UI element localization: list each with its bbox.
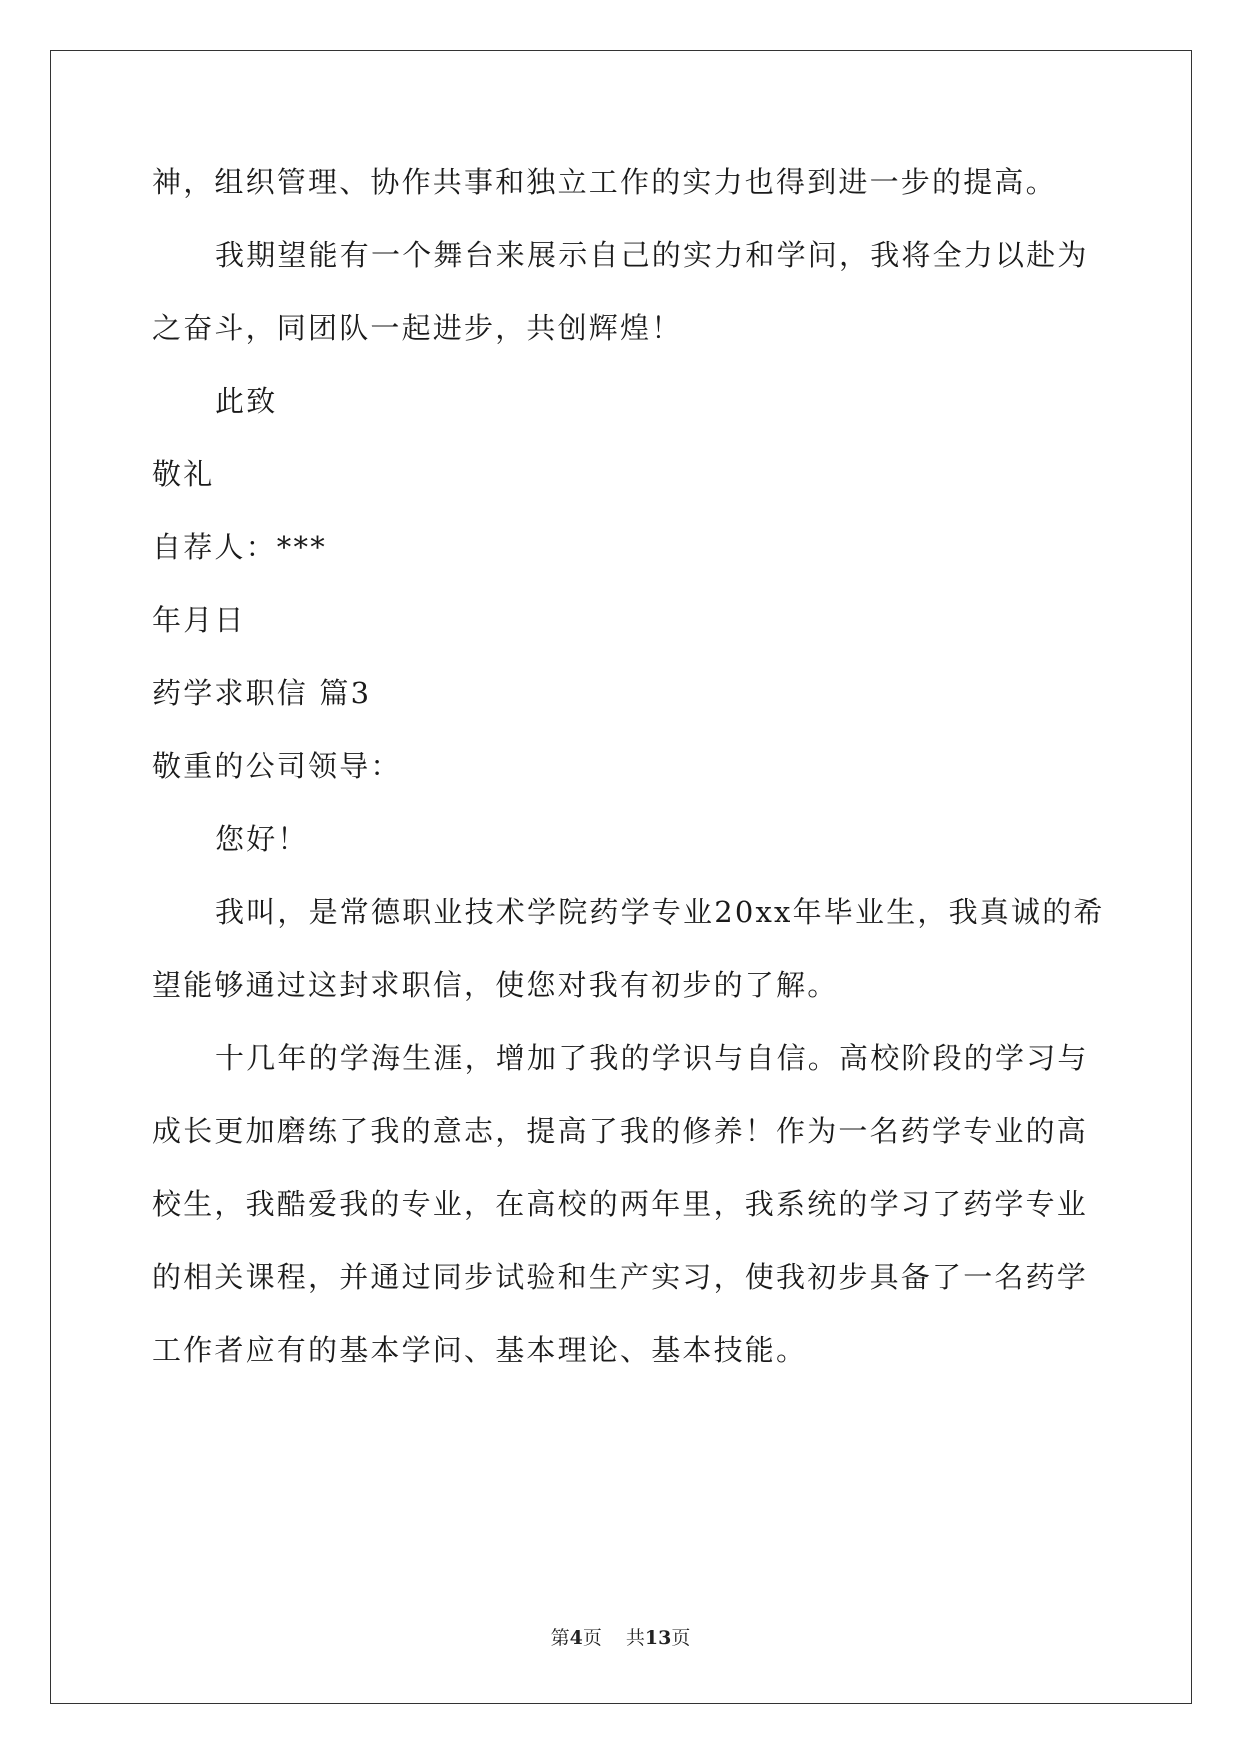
total-pages: 13: [644, 1627, 672, 1649]
text-line: 成长更加磨练了我的意志，提高了我的修养！作为一名药学专业的高: [152, 1114, 1089, 1148]
section-title: 药学求职信 篇3: [152, 676, 372, 710]
text-line: 神，组织管理、协作共事和独立工作的实力也得到进一步的提高。: [152, 165, 1057, 199]
total-prefix: 共: [625, 1627, 645, 1649]
page-number: 4: [569, 1627, 583, 1649]
text-line: 我期望能有一个舞台来展示自己的实力和学问，我将全力以赴为: [215, 238, 1089, 272]
greeting-recipient: 敬重的公司领导：: [152, 749, 402, 783]
page-border: [50, 50, 1192, 1704]
page-footer: [0, 1626, 1241, 1650]
page-suffix: 页: [582, 1627, 602, 1649]
closing-regards: 敬礼: [152, 457, 215, 491]
greeting: 您好！: [215, 822, 309, 856]
date-line: 年月日: [152, 603, 246, 637]
closing-salutation: 此致: [215, 384, 278, 418]
text-line: 校生，我酷爱我的专业，在高校的两年里，我系统的学习了药学专业: [152, 1187, 1089, 1221]
text-line: 工作者应有的基本学问、基本理论、基本技能。: [152, 1333, 808, 1367]
page-prefix: 第: [550, 1627, 570, 1649]
total-suffix: 页: [671, 1627, 691, 1649]
text-line: 望能够通过这封求职信，使您对我有初步的了解。: [152, 968, 839, 1002]
text-line: 的相关课程，并通过同步试验和生产实习，使我初步具备了一名药学: [152, 1260, 1089, 1294]
text-line: 我叫，是常德职业技术学院药学专业20xx年毕业生，我真诚的希: [215, 895, 1105, 929]
text-line: 之奋斗，同团队一起进步，共创辉煌！: [152, 311, 683, 345]
text-line: 十几年的学海生涯，增加了我的学识与自信。高校阶段的学习与: [215, 1041, 1089, 1075]
signature-line: 自荐人：***: [152, 530, 327, 564]
